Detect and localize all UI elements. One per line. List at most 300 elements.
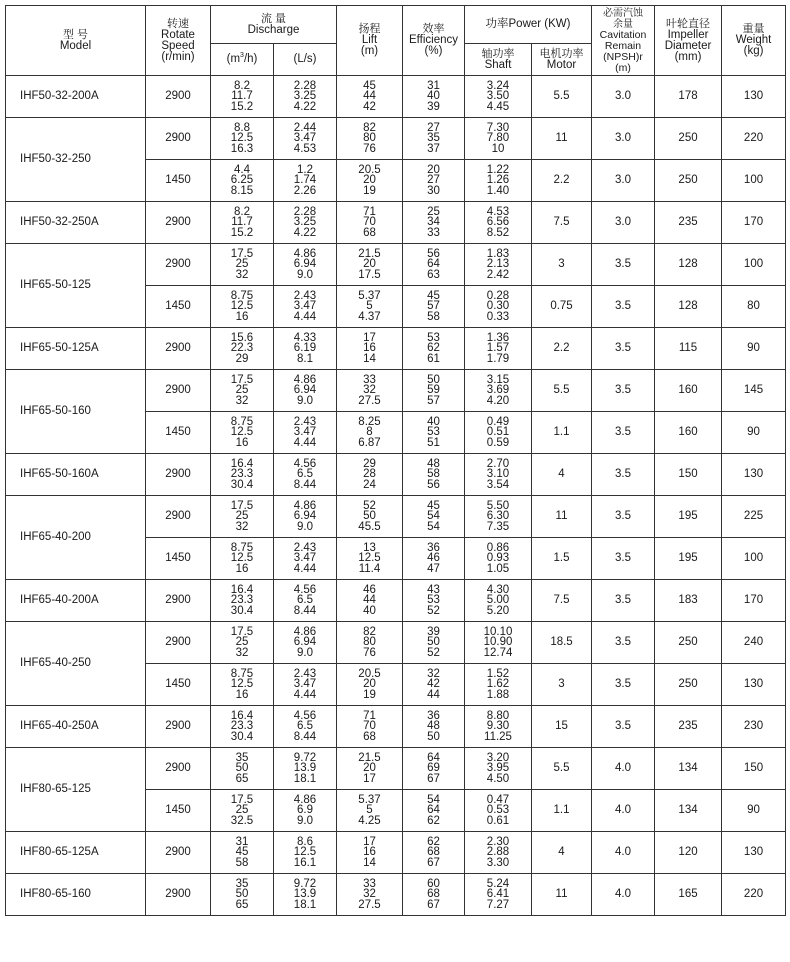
value-line: 6.9	[297, 804, 313, 817]
value-line: 3.54	[486, 478, 510, 491]
value-line: 4.56	[293, 583, 317, 596]
header-efficiency: 效率 Efficiency (%)	[403, 6, 465, 76]
header-discharge-m3h: $(m^3/h)$	[211, 44, 274, 76]
flow-m3h-cell	[211, 622, 274, 664]
flow-ls-cell	[274, 202, 337, 244]
table-row	[6, 370, 786, 412]
value-line: 32	[363, 888, 376, 901]
flow-ls-cell	[274, 160, 337, 202]
value-line: 64	[427, 804, 440, 817]
header-model: 型 号 Model	[6, 6, 146, 76]
value-line: 58	[427, 310, 440, 323]
value-line: 33	[427, 226, 440, 239]
model-cell: IHF80-65-125	[6, 748, 146, 832]
value-line: 5	[366, 300, 373, 313]
value-line: 3.95	[486, 762, 510, 775]
value-line: 32	[235, 268, 249, 281]
value-line: 67	[427, 772, 440, 785]
value-line: 50	[427, 373, 440, 386]
value-line: 71	[363, 205, 376, 218]
flow-ls-cell	[274, 664, 337, 706]
header-impeller: 叶轮直径 Impeller Diameter (mm)	[655, 6, 722, 76]
value-line: 46	[363, 583, 376, 596]
shaft-power-cell	[465, 580, 532, 622]
value-line: 4.33	[293, 331, 317, 344]
value-line: 14	[363, 856, 376, 869]
value-line: 31	[427, 79, 440, 92]
table-row	[6, 118, 786, 160]
value-line: 4.20	[486, 394, 510, 407]
value-line: 6.87	[358, 436, 381, 449]
value-line: 12.5	[230, 300, 254, 313]
value-line: 65	[235, 772, 249, 785]
impeller-diameter-cell: 235	[655, 706, 722, 748]
weight-cell: 240	[722, 622, 786, 664]
motor-power-cell: 2.2	[532, 328, 592, 370]
value-line: 56	[427, 247, 440, 260]
value-line: 6.94	[293, 258, 317, 271]
value-line: 1.52	[486, 667, 510, 680]
value-line: 5.00	[486, 594, 510, 607]
value-line: 3.47	[293, 300, 317, 313]
flow-ls-cell	[274, 874, 337, 916]
lift-cell	[337, 118, 403, 160]
model-cell: IHF65-40-200A	[6, 580, 146, 622]
value-line: 3.50	[486, 90, 510, 103]
lift-cell	[337, 874, 403, 916]
lift-cell	[337, 790, 403, 832]
value-line: 4.86	[293, 373, 317, 386]
value-line: 82	[363, 121, 376, 134]
flow-ls-cell	[274, 580, 337, 622]
npsh-cell: 3.0	[592, 160, 655, 202]
model-cell: IHF80-65-160	[6, 874, 146, 916]
value-line: 30.4	[230, 730, 254, 743]
value-line: 45	[427, 289, 440, 302]
npsh-cell: 3.0	[592, 202, 655, 244]
speed-cell: 2900	[146, 832, 211, 874]
lift-cell	[337, 160, 403, 202]
value-line: 37	[427, 142, 440, 155]
table-row	[6, 874, 786, 916]
flow-m3h-cell	[211, 328, 274, 370]
value-line: 0.49	[486, 415, 510, 428]
shaft-power-cell	[465, 328, 532, 370]
table-row	[6, 832, 786, 874]
value-line: 40	[427, 90, 440, 103]
value-line: 20.5	[358, 667, 381, 680]
value-line: 1.88	[486, 688, 510, 701]
value-line: 30.4	[230, 604, 254, 617]
lift-cell	[337, 328, 403, 370]
value-line: 62	[427, 814, 440, 827]
impeller-diameter-cell: 160	[655, 370, 722, 412]
value-line: 51	[427, 436, 440, 449]
value-line: 30	[427, 184, 440, 197]
value-line: 3.30	[486, 856, 510, 869]
model-cell: IHF65-40-250	[6, 622, 146, 706]
value-line: 50	[427, 730, 440, 743]
weight-cell: 90	[722, 790, 786, 832]
impeller-diameter-cell: 128	[655, 286, 722, 328]
speed-cell: 1450	[146, 412, 211, 454]
value-line: 1.74	[293, 174, 317, 187]
value-line: 3.15	[486, 373, 510, 386]
value-line: 2.43	[293, 667, 317, 680]
shaft-power-cell	[465, 874, 532, 916]
value-line: 61	[427, 352, 440, 365]
value-line: 4.44	[293, 688, 317, 701]
value-line: 35	[235, 877, 249, 890]
efficiency-cell	[403, 580, 465, 622]
impeller-diameter-cell: 195	[655, 496, 722, 538]
value-line: 53	[427, 426, 440, 439]
value-line: 36	[427, 541, 440, 554]
value-line: 0.93	[486, 552, 510, 565]
value-line: 1.79	[486, 352, 510, 365]
speed-cell: 2900	[146, 496, 211, 538]
npsh-cell: 4.0	[592, 790, 655, 832]
value-line: 8.2	[234, 205, 250, 218]
value-line: 80	[363, 132, 376, 145]
shaft-power-cell	[465, 244, 532, 286]
npsh-cell: 3.5	[592, 286, 655, 328]
value-line: 13.9	[293, 888, 317, 901]
value-line: 68	[363, 730, 376, 743]
value-line: 22.3	[230, 342, 254, 355]
value-line: 4.53	[293, 142, 317, 155]
value-line: 43	[427, 583, 440, 596]
flow-ls-cell	[274, 706, 337, 748]
value-line: 50	[427, 636, 440, 649]
value-line: 54	[427, 510, 440, 523]
efficiency-cell	[403, 202, 465, 244]
value-line: 1.40	[486, 184, 510, 197]
value-line: 16.4	[230, 709, 254, 722]
flow-ls-cell	[274, 244, 337, 286]
value-line: 12.5	[230, 132, 254, 145]
speed-cell: 1450	[146, 160, 211, 202]
value-line: 45.5	[358, 520, 381, 533]
npsh-cell: 3.5	[592, 622, 655, 664]
value-line: 80	[363, 636, 376, 649]
value-line: 8.1	[297, 352, 313, 365]
flow-m3h-cell	[211, 370, 274, 412]
shaft-power-cell	[465, 202, 532, 244]
flow-m3h-cell	[211, 76, 274, 118]
shaft-power-cell	[465, 538, 532, 580]
value-line: 6.94	[293, 384, 317, 397]
value-line: 4.86	[293, 247, 317, 260]
flow-ls-cell	[274, 538, 337, 580]
flow-m3h-cell	[211, 580, 274, 622]
table-row	[6, 202, 786, 244]
efficiency-cell	[403, 328, 465, 370]
value-line: 18.1	[293, 898, 317, 911]
table-row	[6, 454, 786, 496]
value-line: 44	[363, 594, 376, 607]
motor-power-cell: 5.5	[532, 370, 592, 412]
shaft-power-cell	[465, 412, 532, 454]
impeller-diameter-cell: 115	[655, 328, 722, 370]
value-line: 19	[363, 688, 376, 701]
value-line: 64	[427, 751, 440, 764]
lift-cell	[337, 664, 403, 706]
npsh-cell: 3.5	[592, 328, 655, 370]
value-line: 76	[363, 142, 376, 155]
value-line: 20	[427, 163, 440, 176]
value-line: 7.27	[486, 898, 510, 911]
value-line: 9.0	[297, 394, 313, 407]
lift-cell	[337, 748, 403, 790]
value-line: 17.5	[358, 268, 381, 281]
value-line: 3.25	[293, 90, 317, 103]
value-line: 9.30	[486, 720, 510, 733]
speed-cell: 1450	[146, 790, 211, 832]
value-line: 1.83	[486, 247, 510, 260]
efficiency-cell	[403, 370, 465, 412]
value-line: 25	[427, 205, 440, 218]
value-line: 50	[363, 510, 376, 523]
value-line: 3.69	[486, 384, 510, 397]
value-line: 58	[235, 856, 249, 869]
value-line: 4.50	[486, 772, 510, 785]
value-line: 44	[363, 90, 376, 103]
value-line: 5	[366, 804, 373, 817]
value-line: 0.30	[486, 300, 510, 313]
value-line: 17.5	[230, 247, 254, 260]
flow-ls-cell	[274, 118, 337, 160]
value-line: 12.74	[483, 646, 513, 659]
value-line: 2.43	[293, 541, 317, 554]
value-line: 34	[427, 216, 440, 229]
value-line: 20	[363, 174, 376, 187]
lift-cell	[337, 706, 403, 748]
value-line: 25	[235, 258, 249, 271]
shaft-power-cell	[465, 370, 532, 412]
flow-m3h-cell	[211, 706, 274, 748]
value-line: 15.2	[230, 226, 254, 239]
impeller-diameter-cell: 195	[655, 538, 722, 580]
flow-ls-cell	[274, 832, 337, 874]
value-line: 12.5	[358, 552, 381, 565]
value-line: 0.53	[486, 804, 510, 817]
npsh-cell: 4.0	[592, 874, 655, 916]
value-line: 16.3	[230, 142, 254, 155]
motor-power-cell: 4	[532, 832, 592, 874]
weight-cell: 130	[722, 832, 786, 874]
speed-cell: 2900	[146, 874, 211, 916]
value-line: 39	[427, 100, 440, 113]
value-line: 4.4	[234, 163, 250, 176]
flow-ls-cell	[274, 370, 337, 412]
flow-m3h-cell	[211, 664, 274, 706]
value-line: 27.5	[358, 898, 381, 911]
value-line: 11.4	[358, 562, 381, 575]
value-line: 1.36	[486, 331, 510, 344]
value-line: 8.44	[293, 604, 317, 617]
value-line: 13	[363, 541, 376, 554]
value-line: 28	[363, 468, 376, 481]
value-line: 2.43	[293, 415, 317, 428]
header-npsh: 必需汽蚀 余量 Cavitation Remain (NPSH)r (m)	[592, 6, 655, 76]
flow-ls-cell	[274, 76, 337, 118]
value-line: 29	[363, 457, 376, 470]
value-line: 2.70	[486, 457, 510, 470]
value-line: 27	[427, 174, 440, 187]
flow-m3h-cell	[211, 202, 274, 244]
model-cell: IHF65-50-125	[6, 244, 146, 328]
weight-cell: 145	[722, 370, 786, 412]
value-line: 8.75	[230, 289, 254, 302]
value-line: 2.88	[486, 846, 510, 859]
value-line: 32	[235, 520, 249, 533]
value-line: 9.72	[293, 751, 317, 764]
value-line: 19	[363, 184, 376, 197]
header-motor-power: 电机功率 Motor	[532, 44, 592, 76]
value-line: 52	[363, 499, 376, 512]
lift-cell	[337, 496, 403, 538]
value-line: 2.28	[293, 79, 317, 92]
value-line: 0.86	[486, 541, 510, 554]
value-line: 71	[363, 709, 376, 722]
value-line: 2.44	[293, 121, 317, 134]
header-shaft-power: 轴功率 Shaft	[465, 44, 532, 76]
speed-cell: 2900	[146, 244, 211, 286]
table-row	[6, 496, 786, 538]
efficiency-cell	[403, 706, 465, 748]
value-line: 6.94	[293, 636, 317, 649]
value-line: 82	[363, 625, 376, 638]
value-line: 4.22	[293, 226, 317, 239]
weight-cell: 220	[722, 118, 786, 160]
impeller-diameter-cell: 250	[655, 664, 722, 706]
npsh-cell: 3.5	[592, 370, 655, 412]
value-line: 5.24	[486, 877, 510, 890]
motor-power-cell: 7.5	[532, 202, 592, 244]
value-line: 17	[363, 835, 376, 848]
model-cell: IHF50-32-200A	[6, 76, 146, 118]
efficiency-cell	[403, 286, 465, 328]
impeller-diameter-cell: 235	[655, 202, 722, 244]
value-line: 45	[235, 846, 249, 859]
weight-cell: 130	[722, 454, 786, 496]
efficiency-cell	[403, 790, 465, 832]
flow-ls-cell	[274, 286, 337, 328]
value-line: 46	[427, 552, 440, 565]
value-line: 32	[363, 384, 376, 397]
efficiency-cell	[403, 538, 465, 580]
impeller-diameter-cell: 183	[655, 580, 722, 622]
value-line: 6.56	[486, 216, 510, 229]
value-line: 1.57	[486, 342, 510, 355]
efficiency-cell	[403, 832, 465, 874]
value-line: 11.7	[231, 216, 253, 229]
speed-cell: 2900	[146, 748, 211, 790]
shaft-power-cell	[465, 622, 532, 664]
header-weight: 重量 Weight (kg)	[722, 6, 786, 76]
speed-cell: 2900	[146, 118, 211, 160]
value-line: 2.42	[486, 268, 510, 281]
motor-power-cell: 4	[532, 454, 592, 496]
efficiency-cell	[403, 76, 465, 118]
efficiency-cell	[403, 496, 465, 538]
npsh-cell: 3.5	[592, 580, 655, 622]
value-line: 6.19	[293, 342, 317, 355]
npsh-cell: 3.5	[592, 664, 655, 706]
weight-cell: 100	[722, 160, 786, 202]
value-line: 20.5	[358, 163, 381, 176]
pump-spec-table	[5, 5, 786, 916]
motor-power-cell: 11	[532, 118, 592, 160]
value-line: 21.5	[358, 751, 381, 764]
value-line: 3.47	[293, 552, 317, 565]
motor-power-cell: 1.5	[532, 538, 592, 580]
value-line: 25	[235, 804, 249, 817]
value-line: 2.30	[486, 835, 510, 848]
value-line: 16	[235, 688, 249, 701]
value-line: 56	[427, 478, 440, 491]
value-line: 8.75	[230, 667, 254, 680]
value-line: 17	[363, 772, 376, 785]
value-line: 30.4	[230, 478, 254, 491]
flow-m3h-cell	[211, 874, 274, 916]
value-line: 4.44	[293, 310, 317, 323]
value-line: 53	[427, 594, 440, 607]
lift-cell	[337, 370, 403, 412]
value-line: 70	[363, 216, 376, 229]
motor-power-cell: 1.1	[532, 412, 592, 454]
efficiency-cell	[403, 244, 465, 286]
weight-cell: 100	[722, 244, 786, 286]
value-line: 8.8	[234, 121, 250, 134]
value-line: 69	[427, 762, 440, 775]
model-cell: IHF65-50-160A	[6, 454, 146, 496]
value-line: 9.0	[297, 268, 313, 281]
flow-m3h-cell	[211, 244, 274, 286]
value-line: 18.1	[293, 772, 317, 785]
motor-power-cell: 7.5	[532, 580, 592, 622]
speed-cell: 1450	[146, 664, 211, 706]
speed-cell: 1450	[146, 286, 211, 328]
value-line: 12.5	[230, 552, 254, 565]
table-row	[6, 622, 786, 664]
value-line: 16	[235, 436, 249, 449]
value-line: 7.30	[486, 121, 510, 134]
value-line: 57	[427, 394, 440, 407]
table-row	[6, 76, 786, 118]
efficiency-cell	[403, 454, 465, 496]
value-line: 4.86	[293, 499, 317, 512]
shaft-power-cell	[465, 454, 532, 496]
impeller-diameter-cell: 150	[655, 454, 722, 496]
flow-m3h-cell	[211, 538, 274, 580]
flow-ls-cell	[274, 412, 337, 454]
value-line: 3.24	[486, 79, 510, 92]
shaft-power-cell	[465, 790, 532, 832]
value-line: 63	[427, 268, 440, 281]
value-line: 68	[363, 226, 376, 239]
weight-cell: 80	[722, 286, 786, 328]
value-line: 0.47	[486, 793, 510, 806]
value-line: 3.47	[293, 678, 317, 691]
value-line: 50	[235, 762, 249, 775]
value-line: 3.25	[293, 216, 317, 229]
efficiency-cell	[403, 622, 465, 664]
value-line: 58	[427, 468, 440, 481]
value-line: 6.30	[486, 510, 510, 523]
value-line: 53	[427, 331, 440, 344]
